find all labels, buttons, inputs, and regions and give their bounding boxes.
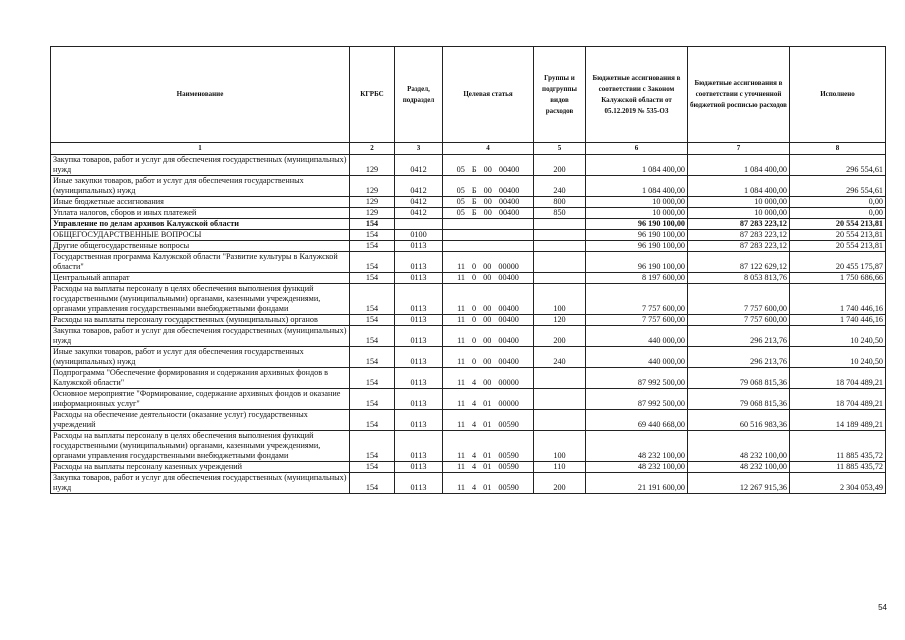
- row-kgrbs-cell: 154: [350, 273, 395, 284]
- column-number: 3: [395, 143, 443, 155]
- row-vid-cell: [534, 252, 586, 273]
- row-done-amount-cell: 11 885 435,72: [790, 431, 886, 462]
- table-row: [51, 347, 886, 368]
- row-law-amount-cell: 7 757 600,00: [586, 315, 688, 326]
- budget-execution-table: [50, 46, 886, 494]
- header-done: Исполнено: [790, 47, 886, 143]
- row-law-amount-cell: 1 084 400,00: [586, 155, 688, 176]
- row-done-amount-cell: 18 704 489,21: [790, 368, 886, 389]
- row-vid-cell: 800: [534, 197, 586, 208]
- table-row: [51, 473, 886, 494]
- row-law-amount-cell: 69 440 668,00: [586, 410, 688, 431]
- table-row: [51, 219, 886, 230]
- row-plan-amount-cell: 79 068 815,36: [688, 389, 790, 410]
- row-vid-cell: [534, 368, 586, 389]
- row-kgrbs-cell: 154: [350, 326, 395, 347]
- table-row: [51, 230, 886, 241]
- header-name: Наименование: [51, 47, 350, 143]
- row-razdel-cell: 0412: [395, 208, 443, 219]
- row-done-amount-cell: 0,00: [790, 208, 886, 219]
- row-plan-amount-cell: 12 267 915,36: [688, 473, 790, 494]
- row-name-cell: Другие общегосударственные вопросы: [51, 241, 350, 252]
- row-razdel-cell: 0113: [395, 368, 443, 389]
- table-row: [51, 197, 886, 208]
- row-target-cell: 11 0 00 00400: [443, 284, 534, 315]
- row-name-cell: Уплата налогов, сборов и иных платежей: [51, 208, 350, 219]
- row-done-amount-cell: 18 704 489,21: [790, 389, 886, 410]
- row-plan-amount-cell: 87 283 223,12: [688, 241, 790, 252]
- row-done-amount-cell: 14 189 489,21: [790, 410, 886, 431]
- row-razdel-cell: 0113: [395, 431, 443, 462]
- row-target-cell: 11 4 01 00590: [443, 462, 534, 473]
- row-target-cell: 11 4 00 00000: [443, 368, 534, 389]
- row-razdel-cell: 0100: [395, 230, 443, 241]
- row-vid-cell: 200: [534, 473, 586, 494]
- table-row: [51, 155, 886, 176]
- row-kgrbs-cell: 154: [350, 252, 395, 273]
- row-law-amount-cell: 8 197 600,00: [586, 273, 688, 284]
- row-name-cell: Иные закупки товаров, работ и услуг для обеспечения государственных (муниципальных) нужд: [51, 347, 350, 368]
- table-body: [51, 155, 886, 494]
- row-razdel-cell: 0113: [395, 462, 443, 473]
- row-kgrbs-cell: 154: [350, 389, 395, 410]
- row-vid-cell: 200: [534, 155, 586, 176]
- row-plan-amount-cell: 10 000,00: [688, 208, 790, 219]
- row-plan-amount-cell: 10 000,00: [688, 197, 790, 208]
- row-target-cell: 11 4 01 00590: [443, 473, 534, 494]
- table-row: [51, 252, 886, 273]
- row-target-cell: 05 Б 00 00400: [443, 176, 534, 197]
- row-done-amount-cell: 11 885 435,72: [790, 462, 886, 473]
- row-vid-cell: 240: [534, 176, 586, 197]
- column-number: 4: [443, 143, 534, 155]
- row-razdel-cell: 0412: [395, 197, 443, 208]
- row-law-amount-cell: 96 190 100,00: [586, 252, 688, 273]
- row-done-amount-cell: 20 554 213,81: [790, 230, 886, 241]
- row-vid-cell: 100: [534, 431, 586, 462]
- table-row: [51, 176, 886, 197]
- row-vid-cell: [534, 219, 586, 230]
- row-target-cell: 11 0 00 00400: [443, 347, 534, 368]
- row-target-cell: 05 Б 00 00400: [443, 208, 534, 219]
- row-razdel-cell: 0113: [395, 241, 443, 252]
- table-row: [51, 315, 886, 326]
- row-vid-cell: [534, 410, 586, 431]
- row-law-amount-cell: 21 191 600,00: [586, 473, 688, 494]
- row-law-amount-cell: 1 084 400,00: [586, 176, 688, 197]
- column-header-row: [51, 47, 886, 143]
- row-name-cell: Расходы на выплаты персоналу в целях обеспечения выполнения функций государственными (муниципальными) органами, казенными учреждениями, органами управления государственными внебюджетными фондами: [51, 284, 350, 315]
- row-law-amount-cell: 87 992 500,00: [586, 389, 688, 410]
- row-plan-amount-cell: 87 283 223,12: [688, 219, 790, 230]
- table-row: [51, 273, 886, 284]
- row-kgrbs-cell: 154: [350, 347, 395, 368]
- header-vid: Группы и подгруппы видов расходов: [534, 47, 586, 143]
- row-plan-amount-cell: 79 068 815,36: [688, 368, 790, 389]
- row-name-cell: Иные бюджетные ассигнования: [51, 197, 350, 208]
- column-number: 6: [586, 143, 688, 155]
- row-target-cell: [443, 230, 534, 241]
- row-name-cell: Расходы на выплаты персоналу казенных учреждений: [51, 462, 350, 473]
- row-vid-cell: 120: [534, 315, 586, 326]
- row-done-amount-cell: 1 740 446,16: [790, 315, 886, 326]
- row-kgrbs-cell: 129: [350, 197, 395, 208]
- row-vid-cell: 200: [534, 326, 586, 347]
- row-kgrbs-cell: 129: [350, 155, 395, 176]
- row-kgrbs-cell: 154: [350, 230, 395, 241]
- row-kgrbs-cell: 129: [350, 208, 395, 219]
- row-razdel-cell: 0113: [395, 252, 443, 273]
- row-kgrbs-cell: 154: [350, 219, 395, 230]
- row-target-cell: 11 0 00 00400: [443, 326, 534, 347]
- row-vid-cell: 850: [534, 208, 586, 219]
- row-law-amount-cell: 440 000,00: [586, 347, 688, 368]
- row-done-amount-cell: 1 750 686,66: [790, 273, 886, 284]
- row-kgrbs-cell: 154: [350, 315, 395, 326]
- page-number: 54: [878, 603, 887, 612]
- row-vid-cell: [534, 389, 586, 410]
- row-done-amount-cell: 2 304 053,49: [790, 473, 886, 494]
- row-name-cell: ОБЩЕГОСУДАРСТВЕННЫЕ ВОПРОСЫ: [51, 230, 350, 241]
- column-number: 5: [534, 143, 586, 155]
- row-vid-cell: 100: [534, 284, 586, 315]
- table-row: [51, 462, 886, 473]
- row-name-cell: Закупка товаров, работ и услуг для обеспечения государственных (муниципальных) нужд: [51, 326, 350, 347]
- table-row: [51, 326, 886, 347]
- column-number: 8: [790, 143, 886, 155]
- row-target-cell: 11 4 01 00590: [443, 431, 534, 462]
- row-razdel-cell: 0113: [395, 326, 443, 347]
- row-razdel-cell: 0113: [395, 315, 443, 326]
- row-done-amount-cell: 296 554,61: [790, 155, 886, 176]
- table-row: [51, 284, 886, 315]
- table-row: [51, 410, 886, 431]
- row-razdel-cell: 0113: [395, 473, 443, 494]
- row-name-cell: Расходы на выплаты персоналу в целях обеспечения выполнения функций государственными (муниципальными) органами, казенными учреждениями, органами управления государственными внебюджетными фондами: [51, 431, 350, 462]
- row-vid-cell: [534, 241, 586, 252]
- row-law-amount-cell: 87 992 500,00: [586, 368, 688, 389]
- row-name-cell: Закупка товаров, работ и услуг для обеспечения государственных (муниципальных) нужд: [51, 155, 350, 176]
- row-plan-amount-cell: 48 232 100,00: [688, 462, 790, 473]
- row-razdel-cell: 0113: [395, 389, 443, 410]
- row-done-amount-cell: 10 240,50: [790, 326, 886, 347]
- row-law-amount-cell: 48 232 100,00: [586, 462, 688, 473]
- row-target-cell: 11 0 00 00000: [443, 252, 534, 273]
- row-plan-amount-cell: 7 757 600,00: [688, 284, 790, 315]
- row-razdel-cell: 0113: [395, 410, 443, 431]
- row-done-amount-cell: 0,00: [790, 197, 886, 208]
- row-razdel-cell: 0113: [395, 284, 443, 315]
- row-kgrbs-cell: 154: [350, 284, 395, 315]
- row-target-cell: [443, 219, 534, 230]
- row-law-amount-cell: 48 232 100,00: [586, 431, 688, 462]
- row-done-amount-cell: 20 554 213,81: [790, 241, 886, 252]
- row-vid-cell: 110: [534, 462, 586, 473]
- row-done-amount-cell: 20 554 213,81: [790, 219, 886, 230]
- row-plan-amount-cell: 87 122 629,12: [688, 252, 790, 273]
- row-name-cell: Закупка товаров, работ и услуг для обеспечения государственных (муниципальных) нужд: [51, 473, 350, 494]
- row-plan-amount-cell: 296 213,76: [688, 347, 790, 368]
- row-law-amount-cell: 96 190 100,00: [586, 219, 688, 230]
- row-done-amount-cell: 10 240,50: [790, 347, 886, 368]
- row-name-cell: Основное мероприятие "Формирование, содержание архивных фондов и оказание информационных услуг": [51, 389, 350, 410]
- header-plan: Бюджетные ассигнования в соответствии с уточненной бюджетной росписью расходов: [688, 47, 790, 143]
- header-law: Бюджетные ассигнования в соответствии с Законом Калужской области от 05.12.2019 № 535-ОЗ: [586, 47, 688, 143]
- row-kgrbs-cell: 154: [350, 241, 395, 252]
- row-law-amount-cell: 7 757 600,00: [586, 284, 688, 315]
- row-kgrbs-cell: 129: [350, 176, 395, 197]
- row-vid-cell: 240: [534, 347, 586, 368]
- row-target-cell: 05 Б 00 00400: [443, 155, 534, 176]
- column-number-row: [51, 143, 886, 155]
- row-kgrbs-cell: 154: [350, 410, 395, 431]
- row-law-amount-cell: 96 190 100,00: [586, 241, 688, 252]
- column-number: 2: [350, 143, 395, 155]
- row-name-cell: Подпрограмма "Обеспечение формирования и содержания архивных фондов в Калужской области": [51, 368, 350, 389]
- header-kgrbs: КГРБС: [350, 47, 395, 143]
- row-target-cell: 11 4 01 00590: [443, 410, 534, 431]
- row-razdel-cell: 0412: [395, 155, 443, 176]
- table-row: [51, 368, 886, 389]
- row-name-cell: Центральный аппарат: [51, 273, 350, 284]
- row-kgrbs-cell: 154: [350, 431, 395, 462]
- row-plan-amount-cell: 1 084 400,00: [688, 155, 790, 176]
- row-vid-cell: [534, 273, 586, 284]
- row-name-cell: Государственная программа Калужской области "Развитие культуры в Калужской области": [51, 252, 350, 273]
- row-target-cell: 05 Б 00 00400: [443, 197, 534, 208]
- row-kgrbs-cell: 154: [350, 473, 395, 494]
- row-law-amount-cell: 10 000,00: [586, 197, 688, 208]
- table-row: [51, 431, 886, 462]
- row-plan-amount-cell: 7 757 600,00: [688, 315, 790, 326]
- row-plan-amount-cell: 87 283 223,12: [688, 230, 790, 241]
- table-row: [51, 208, 886, 219]
- row-kgrbs-cell: 154: [350, 368, 395, 389]
- table-row: [51, 241, 886, 252]
- column-number: 1: [51, 143, 350, 155]
- row-razdel-cell: 0113: [395, 347, 443, 368]
- row-plan-amount-cell: 1 084 400,00: [688, 176, 790, 197]
- row-razdel-cell: 0113: [395, 273, 443, 284]
- row-done-amount-cell: 20 455 175,87: [790, 252, 886, 273]
- column-number: 7: [688, 143, 790, 155]
- row-done-amount-cell: 296 554,61: [790, 176, 886, 197]
- row-done-amount-cell: 1 740 446,16: [790, 284, 886, 315]
- table-row: [51, 389, 886, 410]
- row-kgrbs-cell: 154: [350, 462, 395, 473]
- row-name-cell: Управление по делам архивов Калужской области: [51, 219, 350, 230]
- row-law-amount-cell: 440 000,00: [586, 326, 688, 347]
- row-vid-cell: [534, 230, 586, 241]
- row-plan-amount-cell: 296 213,76: [688, 326, 790, 347]
- row-target-cell: 11 4 01 00000: [443, 389, 534, 410]
- row-target-cell: 11 0 00 00400: [443, 315, 534, 326]
- row-name-cell: Расходы на обеспечение деятельности (оказание услуг) государственных учреждений: [51, 410, 350, 431]
- row-plan-amount-cell: 60 516 983,36: [688, 410, 790, 431]
- header-razdel: Раздел, подраздел: [395, 47, 443, 143]
- header-target: Целевая статья: [443, 47, 534, 143]
- row-target-cell: 11 0 00 00400: [443, 273, 534, 284]
- row-plan-amount-cell: 48 232 100,00: [688, 431, 790, 462]
- row-razdel-cell: 0412: [395, 176, 443, 197]
- row-law-amount-cell: 96 190 100,00: [586, 230, 688, 241]
- row-plan-amount-cell: 8 053 813,76: [688, 273, 790, 284]
- row-name-cell: Иные закупки товаров, работ и услуг для обеспечения государственных (муниципальных) нужд: [51, 176, 350, 197]
- row-name-cell: Расходы на выплаты персоналу государственных (муниципальных) органов: [51, 315, 350, 326]
- row-razdel-cell: [395, 219, 443, 230]
- row-target-cell: [443, 241, 534, 252]
- row-law-amount-cell: 10 000,00: [586, 208, 688, 219]
